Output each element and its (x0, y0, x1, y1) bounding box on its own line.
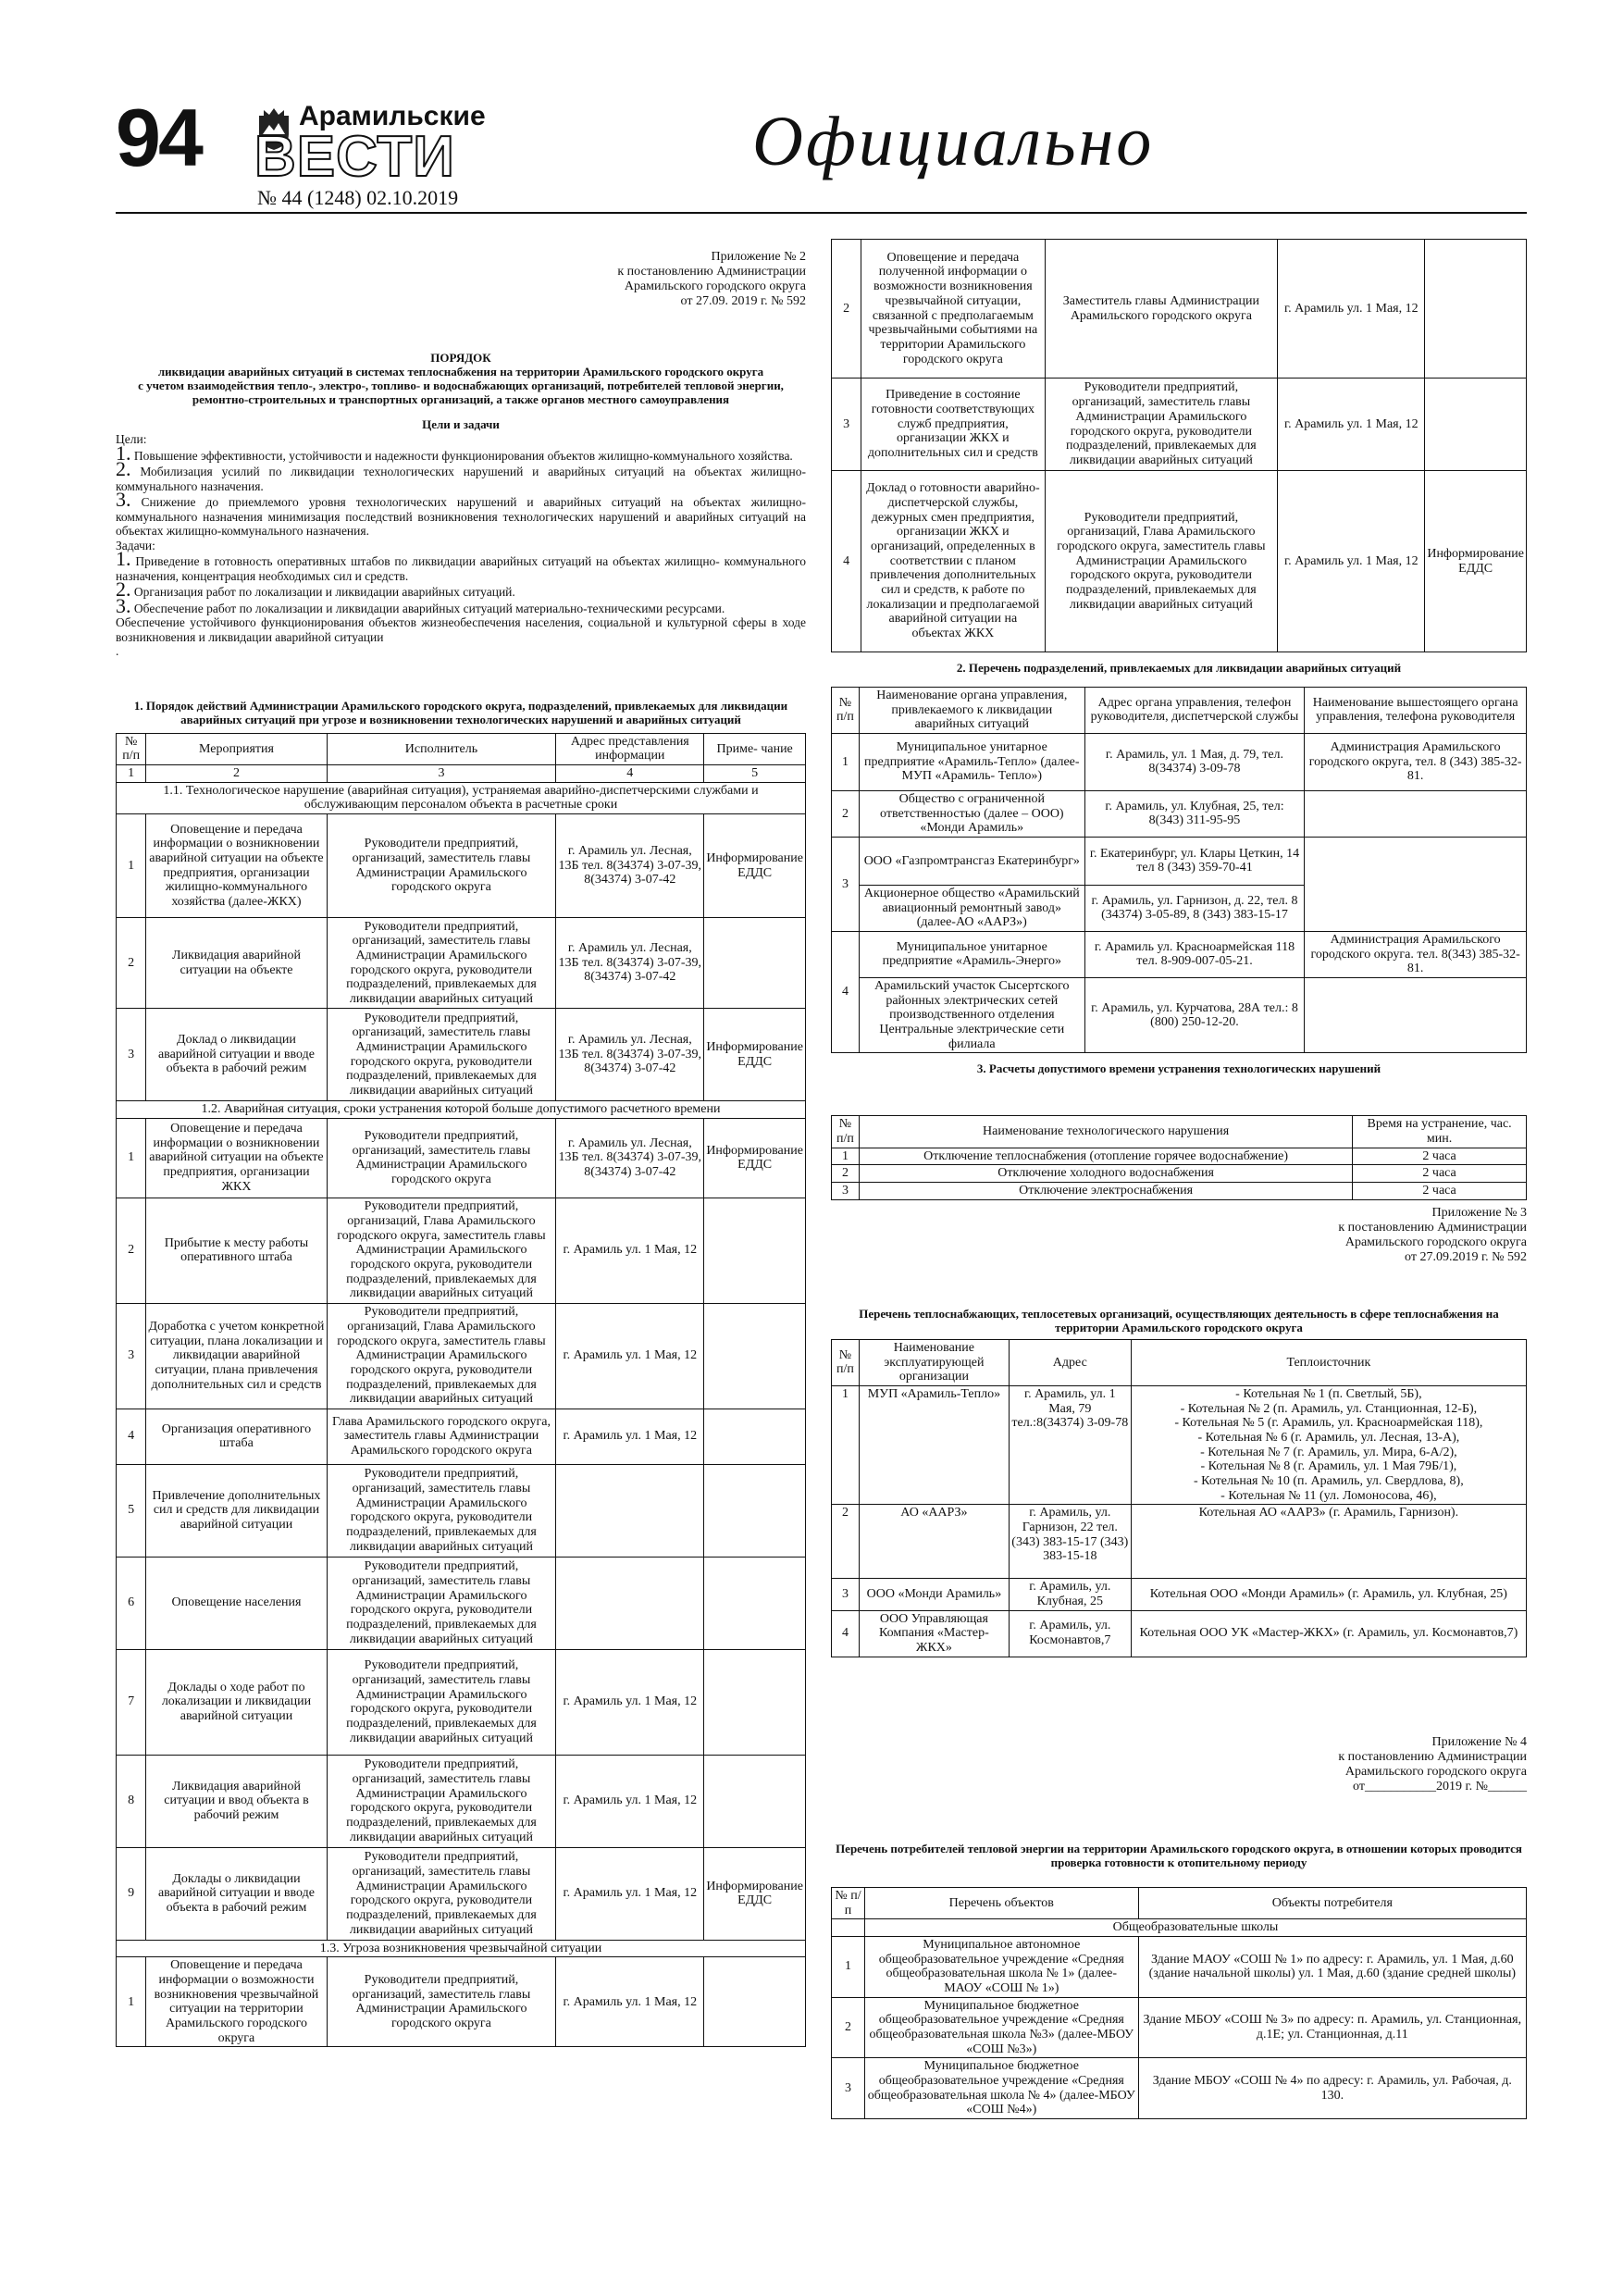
table-cell: Глава Арамильского городского округа, заместитель главы Администрации Арамильского городского округа (327, 1409, 556, 1464)
table-cell: г. Арамиль, ул. 1 Мая, 79 тел.:8(34374) 3-09-78 (1009, 1385, 1131, 1504)
table-section-cell: 1.3. Угроза возникновения чрезвычайной ситуации (117, 1940, 806, 1957)
table-cell: Оповещение и передача информации о возникновении аварийной ситуации на объекте предприятия, организации ЖКХ (146, 1118, 327, 1198)
appendix-line: к постановлению Администрации (1338, 1220, 1527, 1235)
table-cell (704, 1649, 806, 1755)
right-column (831, 239, 1527, 2119)
table-cell: АО «ААРЗ» (859, 1505, 1009, 1579)
table-cell (704, 1957, 806, 2047)
table-header-row (832, 1887, 1527, 1918)
table-cell: Муниципальное унитарное предприятие «Арамиль-Энерго» (859, 931, 1084, 977)
table1 (116, 733, 806, 2048)
table-header-cell: Теплоисточник (1131, 1339, 1526, 1385)
masthead (116, 88, 1527, 213)
table-cell: 2 (146, 765, 327, 783)
goal-text: Повышение эффективности, устойчивости и надежности функционирования объектов жилищно-коммунального хозяйства. (133, 448, 793, 463)
table-cell: Здание МБОУ «СОШ № 4» по адресу: г. Арамиль, ул. Рабочая, д. 130. (1138, 2058, 1526, 2119)
table-cell: ООО «Монди Арамиль» (859, 1579, 1009, 1610)
goal-item: 1. Повышение эффективности, устойчивости и надежности функционирования объектов жилищно-коммунального хозяйства. (116, 441, 793, 465)
appendix-line: от 27.09. 2019 г. № 592 (680, 294, 806, 309)
table-cell: 2 часа (1353, 1148, 1527, 1165)
table2 (831, 687, 1527, 1053)
table-cell: 1 (117, 765, 146, 783)
table-cell (704, 1755, 806, 1847)
table-cell: ООО «Газпромтрансгаз Екатеринбург» (859, 837, 1084, 885)
table-cell: МУП «Арамиль-Тепло» (859, 1385, 1009, 1504)
table-cell: Руководители предприятий, организаций, заместитель главы Администрации Арамильского городского округа, руководители подразделений, привлекаемых для ликвидации аварийных ситуаций (327, 1649, 556, 1755)
table-cell: 5 (704, 765, 806, 783)
table-cell: Здание МБОУ «СОШ № 3» по адресу: п. Арамиль, ул. Станционная, д.1Е; ул. Станционная, д.11 (1138, 1997, 1526, 2058)
appendix-4-heading (831, 1735, 1527, 1794)
table-cell: 2 (117, 918, 146, 1009)
table-cell: г. Арамиль, ул. Клубная, 25 (1009, 1579, 1131, 1610)
table-group-cell: Общеобразовательные школы (864, 1919, 1526, 1937)
table-cell: 4 (832, 1610, 860, 1657)
table-header-cell: № п/п (832, 1339, 860, 1385)
table-cell: Организация оперативного штаба (146, 1409, 327, 1464)
table-header-cell: № п/п (117, 733, 146, 764)
table-cell: Оповещение населения (146, 1557, 327, 1649)
table-cell: Информирование ЕДДС (704, 814, 806, 918)
table-cell: Заместитель главы Администрации Арамильского городского округа (1045, 240, 1278, 379)
table-cell: г. Арамиль ул. 1 Мая, 12 (556, 1303, 704, 1409)
table-cell: Руководители предприятий, организаций, заместитель главы Администрации Арамильского городского округа (327, 1957, 556, 2047)
table-cell: Приведение в состояние готовности соответствующих служб предприятия, организации ЖКХ и дополнительных сил и средств (861, 379, 1045, 471)
goals-title: Цели и задачи (422, 417, 500, 432)
table-header-row (832, 687, 1527, 733)
table-cell: Муниципальное унитарное предприятие «Арамиль-Тепло» (далее- МУП «Арамиль- Тепло») (859, 733, 1084, 790)
table-header-cell: № п/п (832, 1887, 865, 1918)
table-cell: г. Арамиль, ул. Гарнизон, д. 22, тел. 8 (34374) 3-05-89, 8 (343) 383-15-17 (1084, 885, 1305, 931)
table-cell: ООО Управляющая Компания «Мастер-ЖКХ» (859, 1610, 1009, 1657)
table-cell: Доклады о ходе работ по локализации и ликвидации аварийной ситуации (146, 1649, 327, 1755)
appendix-line: Приложение № 3 (1431, 1205, 1527, 1220)
table-cell: 2 (117, 1198, 146, 1303)
left-column (116, 239, 806, 2047)
goal-item: 2. Мобилизация усилий по ликвидации технологических нарушений и аварийных ситуаций на объектах жилищно-коммунального назначения. (116, 457, 807, 493)
table-cell: Оповещение и передача информации о возникновении аварийной ситуации на объекте предприятия, организации жилищно-коммунального хозяйства (далее-ЖКХ) (146, 814, 327, 918)
table-cell: 1 (117, 814, 146, 918)
task-item: 3. Обеспечение работ по локализации и ликвидации аварийных ситуаций материально-техническими ресурсами. (116, 593, 725, 617)
table-cell: Отключение холодного водоснабжения (859, 1165, 1352, 1183)
table-cell: Руководители предприятий, организаций, Глава Арамильского городского округа, заместитель главы Администрации Арамильского городского округа, руководители подразделений, привлекаемых для ликвидации аварийных ситуаций (327, 1198, 556, 1303)
table-cell: 4 (832, 471, 861, 652)
table-row (832, 2058, 1527, 2119)
table-cell: Руководители предприятий, организаций, заместитель главы Администрации Арамильского городского округа, руководители подразделений, привлекаемых для ликвидации аварийных ситуаций (327, 1755, 556, 1847)
table-header-cell: Наименование эксплуатирующей организации (859, 1339, 1009, 1385)
task-text: Организация работ по локализации и ликвидации аварийных ситуаций. (133, 585, 515, 600)
table-cell: 3 (327, 765, 556, 783)
table-row (117, 814, 806, 918)
table-cell: Руководители предприятий, организаций, заместитель главы Администрации Арамильского городского округа, руководители подразделений, привлекаемых для ликвидации аварийных ситуаций (327, 1464, 556, 1557)
table1-title: 1. Порядок действий Администрации Арамильского городского округа, подразделений, привлекаемых для ликвидации аварийных ситуаций при угрозе и возникновении технологических нарушений и аварийных ситуаций (133, 698, 788, 726)
table4 (831, 1339, 1527, 1657)
appendix-3-heading (831, 1206, 1527, 1265)
appendix-line: Приложение № 4 (1431, 1734, 1527, 1749)
issue-info: № 44 (1248) 02.10.2019 (257, 186, 459, 209)
table-cell: 3 (832, 379, 861, 471)
table-cell: 2 (832, 1165, 860, 1183)
brand-subtitle: Арамильские (299, 101, 486, 131)
table-header-row (832, 1339, 1527, 1385)
table-cell: Прибытие к месту работы оперативного штаба (146, 1198, 327, 1303)
table-cell: г. Арамиль, ул. Курчатова, 28А тел.: 8 (800) 250-12-20. (1084, 978, 1305, 1053)
table-cell: Руководители предприятий, организаций, заместитель главы Администрации Арамильского городского округа, руководители подразделений, привлекаемых для ликвидации аварийных ситуаций (327, 1557, 556, 1649)
table-cell: 9 (117, 1847, 146, 1940)
table-cell: г. Арамиль ул. 1 Мая, 12 (556, 1957, 704, 2047)
table-cell: 1 (117, 1957, 146, 2047)
section-title: Официально (752, 103, 1155, 180)
goals-label: Цели: (116, 432, 147, 447)
appendix-line: к постановлению Администрации (617, 265, 806, 279)
table-cell: Руководители предприятий, организаций, заместитель главы Администрации Арамильского городского округа, руководители подразделений, привлекаемых для ликвидации аварийных ситуаций (1045, 379, 1278, 471)
table-cell: г. Арамиль ул. 1 Мая, 12 (556, 1649, 704, 1755)
table-cell (1425, 240, 1527, 379)
appendix-line: от___________2019 г. №______ (1353, 1779, 1527, 1793)
table-row (832, 978, 1527, 1053)
appendix-line: Арамильского городского округа (1344, 1235, 1527, 1249)
table-row (832, 1385, 1527, 1504)
table-cell: Муниципальное бюджетное общеобразовательное учреждение «Средняя общеобразовательная школа №3» (далее-МБОУ «СОШ №3») (864, 1997, 1138, 2058)
table-cell: Руководители предприятий, организаций, заместитель главы Администрации Арамильского городского округа (327, 814, 556, 918)
tasks-label: Задачи: (116, 538, 155, 552)
boiler-item: - Котельная № 8 (г. Арамиль, ул. 1 Мая 79Б/1), (1200, 1459, 1457, 1474)
table-header-cell: Исполнитель (327, 733, 556, 764)
table-cell: 1 (832, 733, 860, 790)
table-header-cell: № п/п (832, 1116, 860, 1148)
table-row (832, 733, 1527, 790)
table-row (117, 1755, 806, 1847)
table5 (831, 1887, 1527, 2119)
table-cell: Руководители предприятий, организаций, заместитель главы Администрации Арамильского городского округа, руководители подразделений, привлекаемых для ликвидации аварийных ситуаций (327, 918, 556, 1009)
table-cell: 3 (832, 1182, 860, 1199)
table-cell: 4 (117, 1409, 146, 1464)
table-cell: 7 (117, 1649, 146, 1755)
goal-text: Снижение до приемлемого уровня технологических нарушений и аварийных ситуаций на объектах жилищно- коммунального назначения минимизация последствий возникновения технологических нарушений и аварийных ситуаций на объектах жилищно-коммунального назначения. (116, 495, 807, 539)
order-title: ПОРЯДОК (430, 351, 491, 366)
appendix-2-heading (116, 250, 806, 309)
table-cell: Руководители предприятий, организаций, заместитель главы Администрации Арамильского городского округа, руководители подразделений, привлекаемых для ликвидации аварийных ситуаций (327, 1847, 556, 1940)
table-row (832, 379, 1527, 471)
appendix-line: к постановлению Администрации (1338, 1749, 1527, 1764)
table-section-cell: 1.2. Аварийная ситуация, сроки устранения которой больше допустимого расчетного времени (117, 1101, 806, 1119)
task-item: 1. Приведение в готовность оперативных штабов по ликвидации аварийных ситуаций на объектах жилищно- коммунального назначения, концентрация необходимых сил и средств. (116, 547, 806, 583)
table-cell: г. Арамиль, ул. 1 Мая, д. 79, тел. 8(34374) 3-09-78 (1084, 733, 1305, 790)
table-header-cell: Адрес (1009, 1339, 1131, 1385)
order-subtitle: ликвидации аварийных ситуаций в системах теплоснабжения на территории Арамильского городского округа (157, 365, 764, 379)
table-cell: 5 (117, 1464, 146, 1557)
table-section-cell: 1.1. Технологическое нарушение (аварийная ситуация), устраняемая аварийно-диспетчерскими службами и обслуживающим персоналом объекта в расчетные сроки (117, 782, 806, 813)
table-cell: Акционерное общество «Арамильский авиационный ремонтный завод» (далее-АО «ААРЗ») (859, 885, 1084, 931)
table-cell: 2 (832, 240, 861, 379)
brand-title: ВЕСТИ (254, 125, 455, 189)
table-cell: г. Арамиль ул. Лесная, 13Б тел. 8(34374) 3-07-39, 8(34374) 3-07-42 (556, 1009, 704, 1101)
table-cell: Руководители предприятий, организаций, Глава Арамильского городского округа, заместитель главы Администрации Арамильского городского округа, руководители подразделений, привлекаемых для ликвидации аварийных ситуаций (327, 1303, 556, 1409)
table-row (832, 1936, 1527, 1997)
table-header-cell: Адрес представления информации (556, 733, 704, 764)
appendix-line: Арамильского городского округа (624, 279, 806, 294)
table-row (117, 1957, 806, 2047)
order-subtitle: с учетом взаимодействия тепло-, электро-, топливо- и водоснабжающих организаций, потребителей тепловой энергии, ремонтно-строительных и транспортных организаций, а также органов местного самоуправления (138, 379, 784, 407)
table-header-cell: Наименование технологического нарушения (859, 1116, 1352, 1148)
table-cell: г. Арамиль ул. 1 Мая, 12 (1278, 471, 1425, 652)
boiler-item: - Котельная № 10 (п. Арамиль, ул. Свердлова, 8), (1194, 1473, 1464, 1488)
table-row (117, 1557, 806, 1649)
table-cell: 3 (117, 1009, 146, 1101)
table-cell: г. Арамиль, ул. Клубная, 25, тел: 8(343) 311-95-95 (1084, 790, 1305, 837)
table-row (832, 1579, 1527, 1610)
table-cell: Ликвидация аварийной ситуации на объекте (146, 918, 327, 1009)
table-cell (1131, 1385, 1526, 1504)
table-cell: Муниципальное бюджетное общеобразовательное учреждение «Средняя общеобразовательная школа № 4» (далее-МБОУ «СОШ №4») (864, 2058, 1138, 2119)
table-row (832, 1165, 1527, 1183)
table-cell: Отключение теплоснабжения (отопление горячее водоснабжение) (859, 1148, 1352, 1165)
table-row (832, 1610, 1527, 1657)
table-header-cell: Наименование органа управления, привлекаемого к ликвидации аварийных ситуаций (859, 687, 1084, 733)
table-cell: г. Арамиль ул. 1 Мая, 12 (556, 1198, 704, 1303)
table-cell: 4 (832, 931, 860, 1052)
table-cell (704, 1198, 806, 1303)
table-row (832, 471, 1527, 652)
table-row (832, 1997, 1527, 2058)
table4-title: Перечень теплоснабжающих, теплосетевых организаций, осуществляющих деятельность в сфере теплоснабжения на территории Арамильского городского округа (859, 1307, 1499, 1334)
table-row (117, 1009, 806, 1101)
order-tail-mark: . (116, 644, 119, 659)
table-row (832, 1148, 1527, 1165)
table-cell: г. Арамиль ул. 1 Мая, 12 (556, 1755, 704, 1847)
table-cell: 3 (832, 2058, 865, 2119)
table-header-cell: Перечень объектов (864, 1887, 1138, 1918)
table-cell: Котельная ООО УК «Мастер-ЖКХ» (г. Арамиль, ул. Космонавтов,7) (1131, 1610, 1526, 1657)
table-header-cell: Время на устранение, час. мин. (1353, 1116, 1527, 1148)
table-cell: Котельная ООО «Монди Арамиль» (г. Арамиль, ул. Клубная, 25) (1131, 1579, 1526, 1610)
table-header-row (117, 733, 806, 764)
table-cell: Информирование ЕДДС (704, 1847, 806, 1940)
table-cell: г. Арамиль, ул. Космонавтов,7 (1009, 1610, 1131, 1657)
table-cell: 2 часа (1353, 1165, 1527, 1183)
page-number: 94 (116, 92, 201, 183)
table-row (832, 790, 1527, 837)
table-row (117, 1464, 806, 1557)
table-group-row (832, 1919, 1527, 1937)
table-row (832, 931, 1527, 977)
table-cell: Муниципальное автономное общеобразовательное учреждение «Средняя общеобразовательная школа № 1» (далее- МАОУ «СОШ № 1») (864, 1936, 1138, 1997)
table-header-cell: Наименование вышестоящего органа управления, телефона руководителя (1305, 687, 1527, 733)
table-cell: г. Арамиль ул. 1 Мая, 12 (1278, 240, 1425, 379)
table-cell: 3 (832, 837, 860, 931)
table-header-row (832, 1116, 1527, 1148)
table-row (117, 1118, 806, 1198)
table-row (832, 837, 1527, 885)
table-cell: Оповещение и передача информации о возможности возникновения чрезвычайной ситуации на территории Арамильского городского округа (146, 1957, 327, 2047)
table-cell: Оповещение и передача полученной информации о возможности возникновения чрезвычайной ситуации, связанной с предполагаемым чрезвычайными событиями на территории Арамильского городского округа (861, 240, 1045, 379)
table-cell: Доклад о ликвидации аварийной ситуации и вводе объекта в рабочий режим (146, 1009, 327, 1101)
table-cell: г. Арамиль ул. Лесная, 13Б тел. 8(34374) 3-07-39, 8(34374) 3-07-42 (556, 918, 704, 1009)
boiler-item: - Котельная № 1 (п. Светлый, 5Б), (1235, 1386, 1422, 1401)
table-cell (704, 1557, 806, 1649)
table-cell: Информирование ЕДДС (704, 1009, 806, 1101)
table-section-row (117, 1940, 806, 1957)
table-cell: Руководители предприятий, организаций, заместитель главы Администрации Арамильского городского округа, руководители подразделений, привлекаемых для ликвидации аварийных ситуаций (327, 1009, 556, 1101)
boiler-item: - Котельная № 2 (п. Арамиль, ул. Станционная, 12-Б), (1180, 1401, 1478, 1416)
table-cell: 1 (832, 1148, 860, 1165)
table-cell: Руководители предприятий, организаций, заместитель главы Администрации Арамильского городского округа (327, 1118, 556, 1198)
table-cell: Привлечение дополнительных сил и средств для ликвидации аварийной ситуации (146, 1464, 327, 1557)
appendix-line: от 27.09.2019 г. № 592 (1405, 1249, 1527, 1264)
table-cell: 8 (117, 1755, 146, 1847)
table-cell: Котельная АО «ААРЗ» (г. Арамиль, Гарнизон). (1131, 1505, 1526, 1579)
boiler-item: - Котельная № 7 (г. Арамиль, ул. Мира, 6-А/2), (1200, 1445, 1457, 1459)
table-cell: г. Арамиль ул. 1 Мая, 12 (556, 1847, 704, 1940)
table-cell: Доклады о ликвидации аварийной ситуации и вводе объекта в рабочий режим (146, 1847, 327, 1940)
table3 (831, 1115, 1527, 1199)
header-rule (116, 212, 1527, 214)
table-cell: г. Арамиль ул. 1 Мая, 12 (1278, 379, 1425, 471)
table-cell (1305, 790, 1527, 837)
table-cell: Администрация Арамильского городского округа. тел. 8(343) 385-32-81. (1305, 931, 1527, 977)
table-cell (556, 1557, 704, 1649)
table-row (117, 1198, 806, 1303)
table-section-row (117, 782, 806, 813)
table-cell: г. Арамиль ул. Лесная, 13Б тел. 8(34374) 3-07-39, 8(34374) 3-07-42 (556, 1118, 704, 1198)
table-header-cell: Объекты потребителя (1138, 1887, 1526, 1918)
table-cell (704, 1464, 806, 1557)
table-cell: Администрация Арамильского городского округа, тел. 8 (343) 385-32-81. (1305, 733, 1527, 790)
table-cell: 1 (117, 1118, 146, 1198)
table-row (832, 240, 1527, 379)
table-cell: 2 часа (1353, 1182, 1527, 1199)
table-cell: Доклад о готовности аварийно-диспетчерской службы, дежурных смен предприятия, организации ЖКХ и организаций, определенных в соответствии с планом привлечения дополнительных сил и средств, к работе по локализации и предполагаемой аварийной ситуации на объектах ЖКХ (861, 471, 1045, 652)
table-cell (1425, 379, 1527, 471)
table3-title: 3. Расчеты допустимого времени устранения технологических нарушений (976, 1061, 1381, 1076)
table-cell (556, 1464, 704, 1557)
table1-continued (831, 239, 1527, 652)
table-header-cell: Приме- чание (704, 733, 806, 764)
table-cell: 2 (832, 1505, 860, 1579)
table-header-cell: № п/п (832, 687, 860, 733)
table-cell (1305, 837, 1527, 931)
table-cell: Отключение электроснабжения (859, 1182, 1352, 1199)
table-cell: 3 (117, 1303, 146, 1409)
table-cell: Информирование ЕДДС (1425, 471, 1527, 652)
table-cell: г. Арамиль, ул. Гарнизон, 22 тел. (343) 383-15-17 (343) 383-15-18 (1009, 1505, 1131, 1579)
order-tail: Обеспечение устойчивого функционирования объектов жизнеобеспечения населения, социальной и культурной сферы в ходе возникновения и ликвидации аварийной ситуации (116, 615, 806, 644)
table-cell: 6 (117, 1557, 146, 1649)
task-text: Обеспечение работ по локализации и ликвидации аварийных ситуаций материально-техническими ресурсами. (133, 601, 725, 615)
table-cell: 1 (832, 1385, 860, 1504)
table-cell: Здание МАОУ «СОШ № 1» по адресу: г. Арамиль, ул. 1 Мая, д.60 (здание начальной школы) ул. 1 Мая, д.60 (здание средней школы) (1138, 1936, 1526, 1997)
table-cell (704, 1409, 806, 1464)
table-row (832, 1505, 1527, 1579)
table-cell (704, 1303, 806, 1409)
table-cell: Общество с ограниченной ответственностью (далее – ООО) «Монди Арамиль» (859, 790, 1084, 837)
table-cell: Доработка с учетом конкретной ситуации, плана локализации и ликвидации аварийной ситуации, плана привлечения дополнительных сил и средств (146, 1303, 327, 1409)
appendix-line: Приложение № 2 (711, 250, 806, 264)
appendix-line: Арамильского городского округа (1344, 1764, 1527, 1779)
table-row (117, 1409, 806, 1464)
boiler-item: - Котельная № 6 (г. Арамиль, ул. Лесная, 13-А), (1197, 1430, 1460, 1445)
table-cell: 1 (832, 1936, 865, 1997)
table-cell: Руководители предприятий, организаций, Глава Арамильского городского округа, заместитель главы Администрации Арамильского городского округа, руководители подразделений, привлекаемых для ликвидации аварийных ситуаций (1045, 471, 1278, 652)
table-cell: Арамильский участок Сысертского районных электрических сетей производственного отделения Центральные электрические сети филиала (859, 978, 1084, 1053)
table-cell: 3 (832, 1579, 860, 1610)
table-cell: г. Екатеринбург, ул. Клары Цеткин, 14 тел 8 (343) 359-70-41 (1084, 837, 1305, 885)
table-cell: Информирование ЕДДС (704, 1118, 806, 1198)
table-cell (704, 918, 806, 1009)
table-cell: 2 (832, 790, 860, 837)
boiler-item: - Котельная № 11 (ул. Ломоносова, 46), (1220, 1488, 1437, 1503)
task-item: 2. Организация работ по локализации и ликвидации аварийных ситуаций. (116, 577, 515, 602)
table2-title: 2. Перечень подразделений, привлекаемых для ликвидации аварийных ситуаций (956, 661, 1402, 675)
goal-text: Мобилизация усилий по ликвидации технологических нарушений и аварийных ситуаций на объектах жилищно-коммунального назначения. (116, 465, 807, 493)
table-cell: Ликвидация аварийной ситуации и ввод объекта в рабочий режим (146, 1755, 327, 1847)
table-header-cell: Мероприятия (146, 733, 327, 764)
table-cell: г. Арамиль ул. Красноармейская 118 тел. 8-909-007-05-21. (1084, 931, 1305, 977)
table-section-row (117, 1101, 806, 1119)
table-cell: г. Арамиль ул. Лесная, 13Б тел. 8(34374) 3-07-39, 8(34374) 3-07-42 (556, 814, 704, 918)
table-header-cell: Адрес органа управления, телефон руководителя, диспетчерской службы (1084, 687, 1305, 733)
table-row (117, 918, 806, 1009)
table-cell: 2 (832, 1997, 865, 2058)
table5-title: Перечень потребителей тепловой энергии на территории Арамильского городского округа, в отношении которых проводится проверка готовности к отопительному периоду (836, 1842, 1522, 1869)
boiler-item: - Котельная № 5 (г. Арамиль, ул. Красноармейская 118), (1174, 1416, 1483, 1431)
table-row (832, 1182, 1527, 1199)
table-cell (1305, 978, 1527, 1053)
table-row (117, 1649, 806, 1755)
table-row (117, 1303, 806, 1409)
table-number-row (117, 765, 806, 783)
table-row (117, 1847, 806, 1940)
table-cell: г. Арамиль ул. 1 Мая, 12 (556, 1409, 704, 1464)
task-text: Приведение в готовность оперативных штабов по ликвидации аварийных ситуаций на объектах жилищно- коммунального назначения, концентрация необходимых сил и средств. (116, 554, 806, 583)
table-cell: 4 (556, 765, 704, 783)
goal-item: 3. Снижение до приемлемого уровня технологических нарушений и аварийных ситуаций на объектах жилищно- коммунального назначения минимизация последствий возникновения технологических нарушений и аварийных ситуаций на объектах жилищно-коммунального назначения. (116, 488, 807, 539)
